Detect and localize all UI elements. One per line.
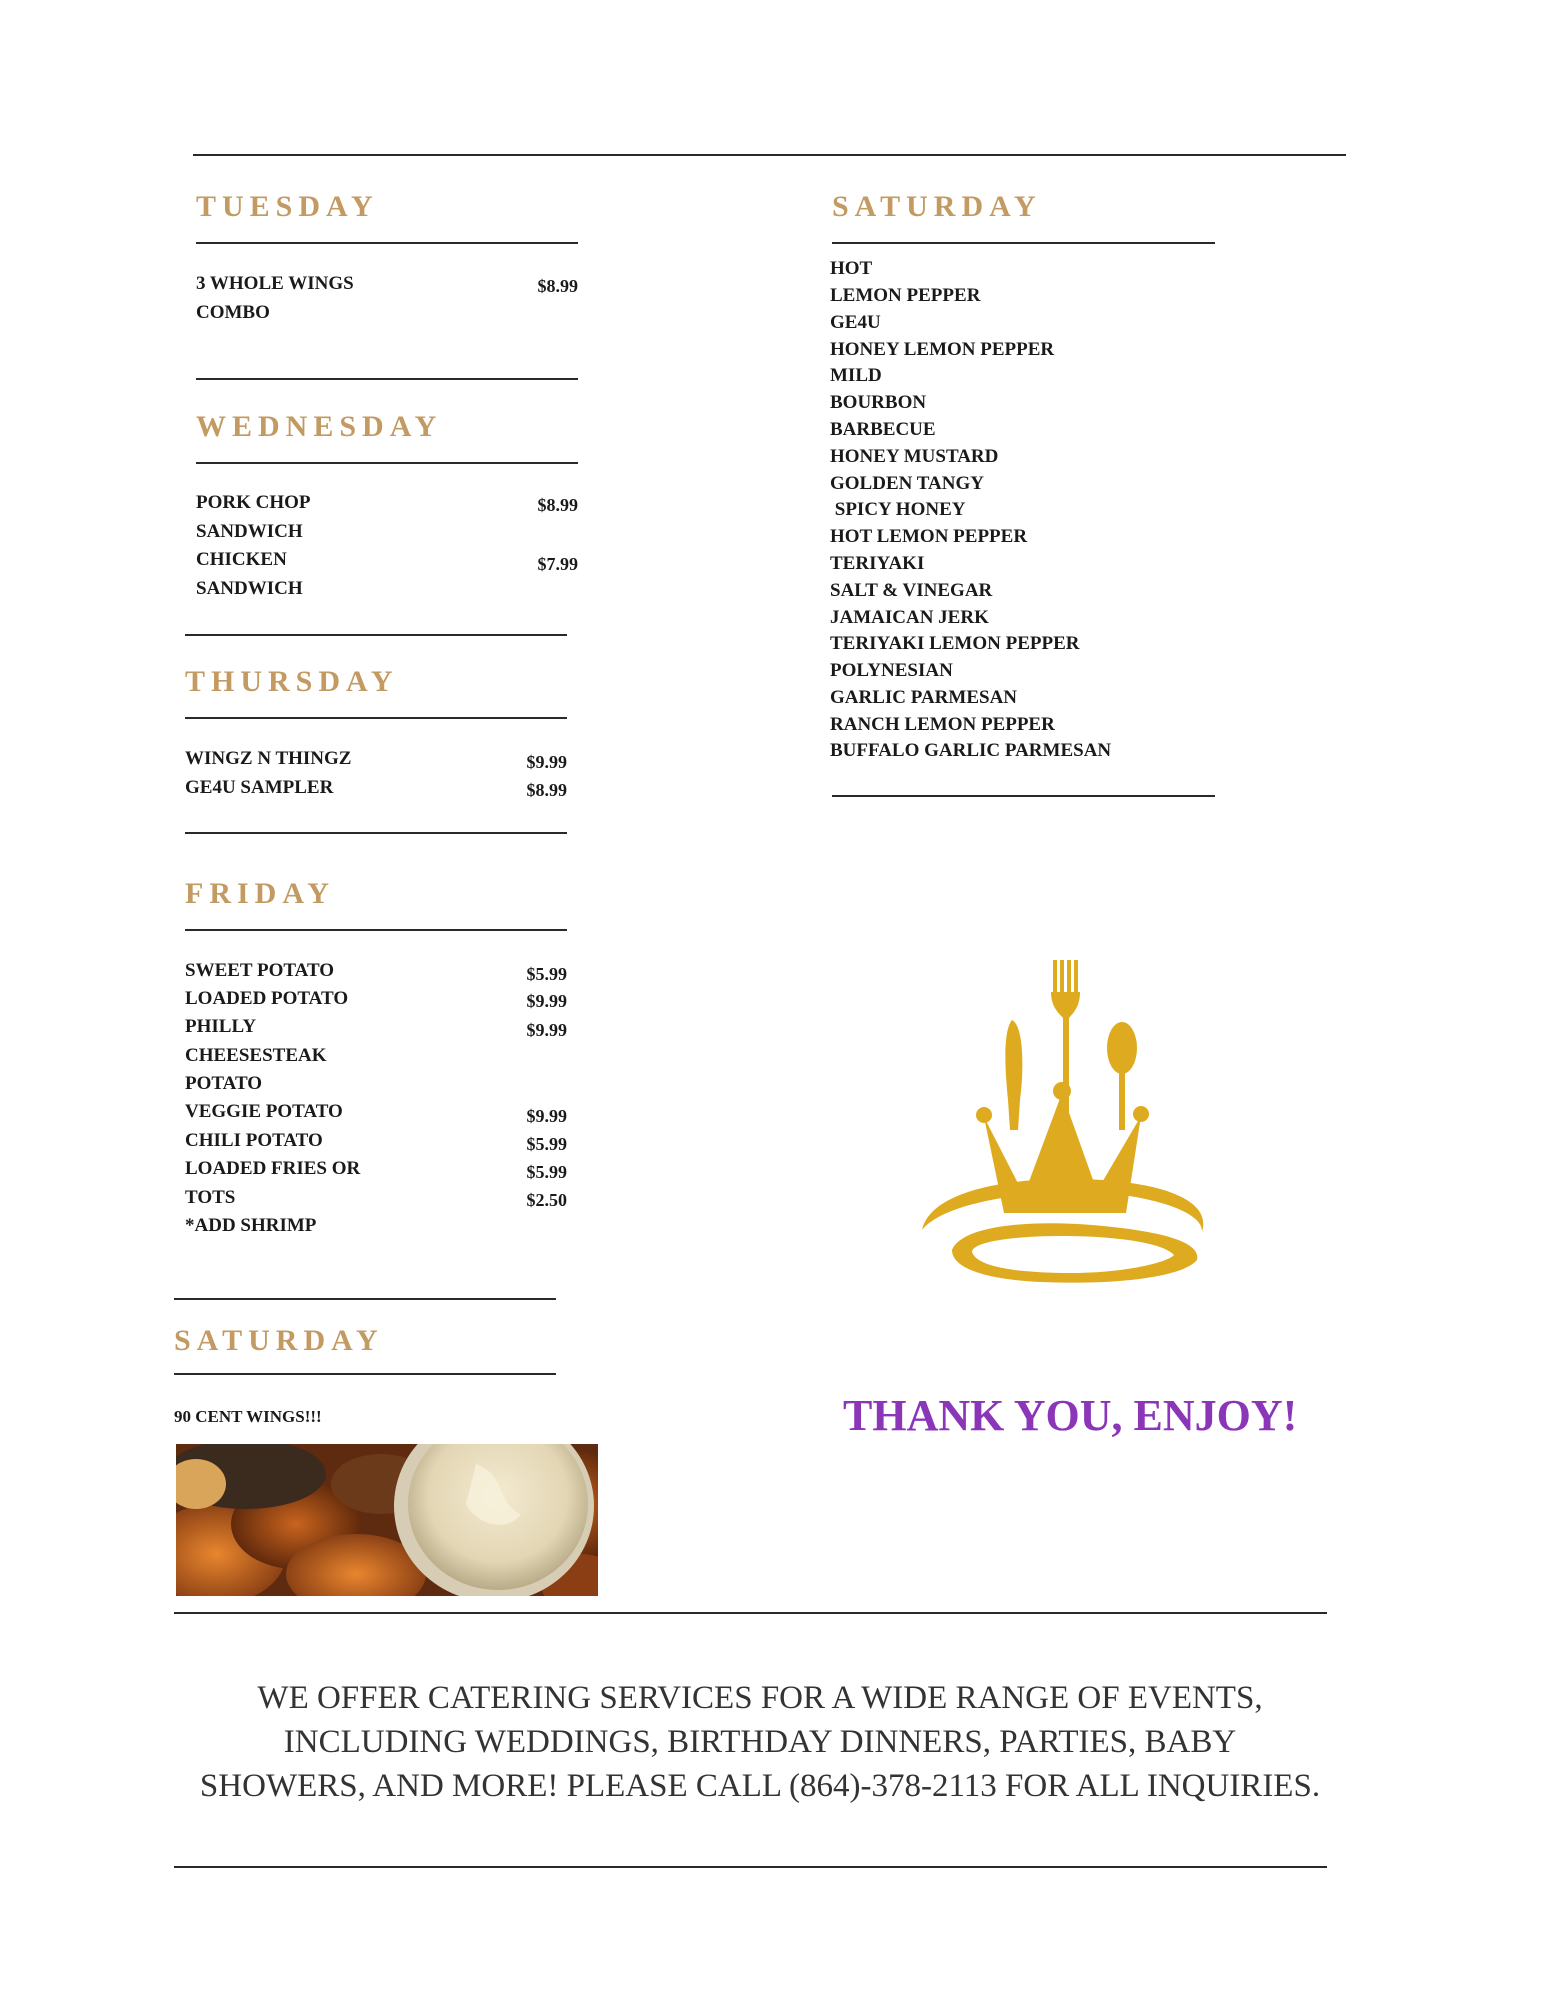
tuesday-underline (196, 242, 578, 244)
menu-item-name: GE4U SAMPLER (185, 777, 334, 798)
menu-item-name: *ADD SHRIMP (185, 1215, 317, 1236)
menu-item-name: PHILLY (185, 1016, 257, 1037)
flavor-item: POLYNESIAN (830, 660, 953, 681)
menu-item-name: SANDWICH (196, 578, 303, 599)
flavor-item: BOURBON (830, 392, 927, 413)
catering-line: SHOWERS, AND MORE! PLEASE CALL (864)-378-2113 FOR ALL INQUIRIES. (199, 1768, 1321, 1804)
catering-info (160, 1676, 1360, 1808)
flavors-bottom-divider (832, 795, 1215, 797)
flavor-item: GARLIC PARMESAN (830, 687, 1018, 708)
section-divider (174, 1298, 556, 1300)
menu-item-name: LOADED FRIES OR (185, 1158, 361, 1179)
flavor-item: GE4U (830, 312, 881, 333)
menu-item-name: PORK CHOP (196, 492, 311, 513)
friday-heading: FRIDAY (185, 877, 335, 910)
friday-underline (185, 929, 567, 931)
menu-item-name: SWEET POTATO (185, 960, 335, 981)
menu-item-name: POTATO (185, 1073, 263, 1094)
menu-item-name: LOADED POTATO (185, 988, 349, 1009)
menu-item-name: CHICKEN (196, 549, 287, 570)
menu-item-price: $2.50 (526, 1190, 567, 1210)
menu-item-name: CHILI POTATO (185, 1130, 323, 1151)
crown-utensils-logo (912, 960, 1212, 1285)
flavor-item: HOT (830, 258, 873, 279)
saturday-flavors-heading: SATURDAY (832, 190, 1042, 223)
catering-top-divider (174, 1612, 1327, 1614)
menu-item-name: WINGZ N THINGZ (185, 748, 352, 769)
menu-item-name: COMBO (196, 302, 270, 323)
menu-item-name: CHEESESTEAK (185, 1045, 327, 1066)
flavor-item: HOT LEMON PEPPER (830, 526, 1028, 547)
thursday-underline (185, 717, 567, 719)
saturday-special-heading: SATURDAY (174, 1324, 384, 1357)
wings-photo-image (176, 1444, 598, 1596)
menu-item-price: $8.99 (537, 495, 578, 515)
section-divider (196, 378, 578, 380)
bottom-divider (174, 1866, 1327, 1868)
menu-item-name: SANDWICH (196, 521, 303, 542)
flavor-item: HONEY LEMON PEPPER (830, 339, 1055, 360)
flavor-item: HONEY MUSTARD (830, 446, 999, 467)
menu-item-price: $9.99 (526, 1106, 567, 1126)
menu-item-price: $5.99 (526, 1162, 567, 1182)
menu-item-price: $8.99 (526, 780, 567, 800)
wings-photo (176, 1444, 598, 1596)
saturday-special-underline (174, 1373, 556, 1375)
menu-item-price: $9.99 (526, 991, 567, 1011)
flavor-item: LEMON PEPPER (830, 285, 981, 306)
flavor-item: JAMAICAN JERK (830, 607, 989, 628)
flavor-item: TERIYAKI LEMON PEPPER (830, 633, 1080, 654)
menu-item-price: $9.99 (526, 1020, 567, 1040)
tuesday-heading: TUESDAY (196, 190, 379, 223)
flavor-item: BUFFALO GARLIC PARMESAN (830, 740, 1112, 761)
menu-item-price: $8.99 (537, 276, 578, 296)
catering-line: WE OFFER CATERING SERVICES FOR A WIDE RANGE OF EVENTS, (257, 1680, 1263, 1716)
flavor-item: TERIYAKI (830, 553, 925, 574)
menu-item-price: $5.99 (526, 1134, 567, 1154)
saturday-special-text: 90 CENT WINGS!!! (174, 1407, 322, 1426)
menu-item-price: $7.99 (537, 554, 578, 574)
menu-item-price: $5.99 (526, 964, 567, 984)
flavor-item: SPICY HONEY (830, 499, 966, 520)
section-divider (185, 832, 567, 834)
menu-item-price: $9.99 (526, 752, 567, 772)
wednesday-underline (196, 462, 578, 464)
flavor-item: GOLDEN TANGY (830, 473, 984, 494)
thank-you-message: THANK YOU, ENJOY! (843, 1391, 1298, 1440)
menu-item-name: 3 WHOLE WINGS (196, 273, 354, 294)
flavor-item: MILD (830, 365, 882, 386)
flavor-item: BARBECUE (830, 419, 936, 440)
wednesday-heading: WEDNESDAY (196, 410, 443, 443)
menu-item-name: VEGGIE POTATO (185, 1101, 343, 1122)
menu-item-name: TOTS (185, 1187, 236, 1208)
saturday-flavors-underline (832, 242, 1215, 244)
section-divider (185, 634, 567, 636)
thursday-heading: THURSDAY (185, 665, 399, 698)
catering-line: INCLUDING WEDDINGS, BIRTHDAY DINNERS, PARTIES, BABY (283, 1724, 1237, 1760)
flavor-item: RANCH LEMON PEPPER (830, 714, 1055, 735)
crown-utensils-icon (912, 960, 1212, 1285)
top-divider (193, 154, 1346, 156)
flavor-item: SALT & VINEGAR (830, 580, 993, 601)
